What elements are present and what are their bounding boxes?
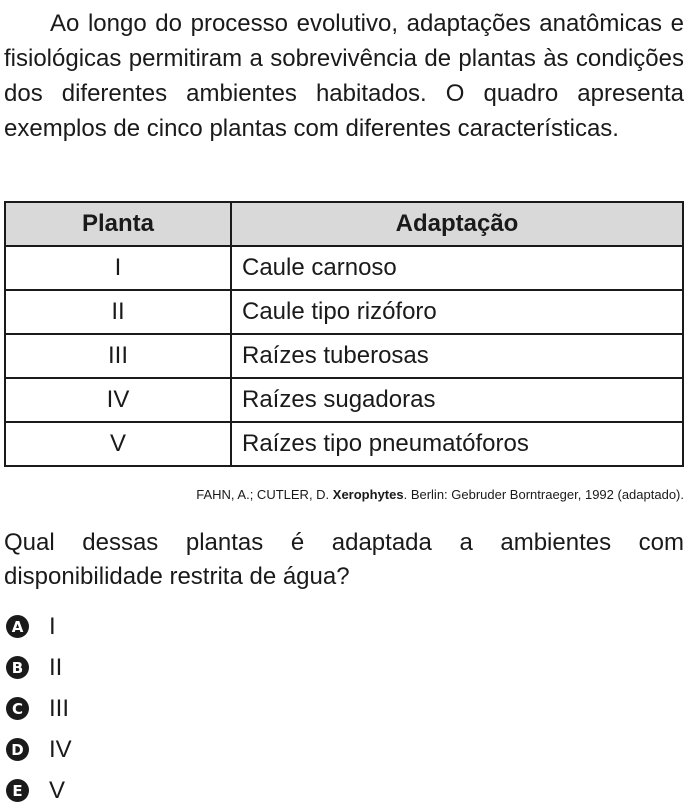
option-letter-badge: E [6,779,29,802]
planta-cell: II [5,290,231,334]
option-text: II [49,653,63,681]
option-letter-badge: D [6,738,29,761]
planta-cell: I [5,246,231,290]
answer-options [6,606,72,811]
table-row [5,378,683,422]
source-authors: FAHN, A.; CUTLER, D. [196,487,333,502]
adaptacao-cell: Caule tipo rizóforo [231,290,683,334]
source-title: Xerophytes [332,487,404,502]
question-text: Qual dessas plantas é adaptada a ambientes com disponibilidade restrita de água? [4,529,684,590]
header-adaptacao: Adaptação [231,202,683,246]
table-row [5,290,683,334]
option-letter-badge: A [6,615,29,638]
plant-adaptation-table [4,201,684,467]
table-header-row [5,202,683,246]
source-rest: . Berlin: Gebruder Borntraeger, 1992 (adaptado). [403,487,684,502]
table-row [5,246,683,290]
table-row [5,422,683,466]
adaptacao-cell: Caule carnoso [231,246,683,290]
table-row [5,334,683,378]
adaptacao-cell: Raízes sugadoras [231,378,683,422]
header-planta: Planta [5,202,231,246]
adaptacao-cell: Raízes tipo pneumatóforos [231,422,683,466]
option-letter-badge: B [6,656,29,679]
option-text: IV [49,735,72,763]
planta-cell: V [5,422,231,466]
option-text: III [49,694,70,722]
intro-paragraph: Ao longo do processo evolutivo, adaptações anatômicas e fisiológicas permitiram a sobrevivência de plantas às condições dos diferentes ambientes habitados. O quadro apresenta exemplos de cinco plantas com diferentes características. [4,10,684,142]
planta-cell: III [5,334,231,378]
adaptacao-cell: Raízes tuberosas [231,334,683,378]
answer-option-b[interactable] [6,647,72,688]
option-letter-badge: C [6,697,29,720]
answer-option-a[interactable] [6,606,72,647]
planta-cell: IV [5,378,231,422]
answer-option-e[interactable] [6,770,72,811]
answer-option-c[interactable] [6,688,72,729]
answer-option-d[interactable] [6,729,72,770]
source-citation [4,487,684,502]
option-text: V [49,776,66,804]
option-text: I [49,612,56,640]
